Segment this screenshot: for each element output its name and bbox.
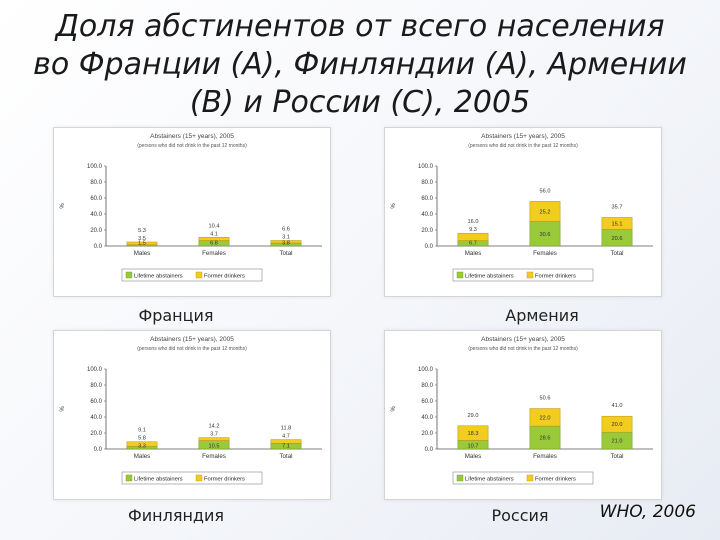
source-note: WHO, 2006 [599, 502, 696, 522]
label-former: 4.7 [282, 433, 290, 440]
label-former: 25.2 [539, 209, 551, 216]
chart-panel-france [53, 127, 331, 297]
caption-russia: Россия [491, 506, 549, 525]
label-total: 11.8 [280, 425, 292, 432]
x-tick-label: Females [202, 453, 226, 460]
label-total: 50.6 [539, 395, 551, 402]
bar-former-females [199, 438, 229, 441]
y-tick-label: 0.0 [424, 447, 433, 454]
x-tick-label: Total [610, 453, 624, 460]
y-tick-label: 20.0 [421, 431, 433, 438]
y-axis-label: % [391, 203, 397, 209]
label-lifetime: 21.0 [611, 438, 623, 445]
chart-subtitle: (persons who did not drink in the past 12 months) [137, 346, 247, 352]
x-tick-label: Males [464, 250, 482, 257]
label-former: 9.3 [469, 227, 477, 234]
y-tick-label: 60.0 [421, 196, 433, 203]
y-tick-label: 60.0 [90, 196, 102, 203]
y-tick-label: 0.0 [424, 244, 433, 251]
x-tick-label: Females [533, 250, 557, 257]
legend-swatch-former [527, 475, 533, 481]
label-former: 15.1 [611, 221, 623, 228]
label-former: 3.5 [138, 236, 146, 242]
label-lifetime: 20.6 [611, 235, 623, 242]
y-tick-label: 0.0 [93, 244, 102, 251]
legend-swatch-lifetime [457, 475, 463, 481]
label-former: 18.3 [467, 431, 479, 438]
y-tick-label: 100.0 [86, 367, 102, 374]
label-lifetime: 1.5 [138, 240, 146, 247]
y-tick-label: 20.0 [90, 228, 102, 235]
y-tick-label: 40.0 [90, 415, 102, 422]
y-tick-label: 20.0 [90, 431, 102, 438]
y-tick-label: 0.0 [93, 447, 102, 454]
caption-france: Франция [138, 306, 214, 325]
chart-subtitle: (persons who did not drink in the past 12 months) [137, 143, 247, 149]
label-lifetime: 6.8 [210, 240, 218, 247]
chart-panel-finland [53, 330, 331, 500]
y-axis-label: % [60, 406, 66, 412]
legend-label-former: Former drinkers [204, 273, 245, 280]
chart-panel-armenia [384, 127, 662, 297]
legend-label-lifetime: Lifetime abstainers [465, 476, 514, 483]
y-tick-label: 60.0 [421, 399, 433, 406]
caption-armenia: Армения [505, 306, 579, 325]
chart-subtitle: (persons who did not drink in the past 12 months) [468, 143, 578, 149]
x-tick-label: Total [279, 453, 293, 460]
x-tick-label: Males [464, 453, 482, 460]
label-former: 5.8 [138, 435, 146, 442]
y-tick-label: 20.0 [421, 228, 433, 235]
label-lifetime: 7.1 [282, 443, 290, 450]
chart-panel-russia [384, 330, 662, 500]
y-tick-label: 100.0 [417, 367, 433, 374]
label-former: 22.0 [539, 415, 551, 422]
label-former: 3.1 [282, 234, 290, 241]
chart-title: Abstainers (15+ years), 2005 [150, 133, 234, 140]
legend-label-former: Former drinkers [204, 476, 245, 483]
x-tick-label: Total [610, 250, 624, 257]
label-lifetime: 3.3 [138, 443, 146, 450]
label-total: 29.0 [467, 412, 479, 419]
label-total: 9.1 [138, 427, 146, 434]
x-tick-label: Females [202, 250, 226, 257]
y-tick-label: 80.0 [90, 180, 102, 187]
y-tick-label: 100.0 [417, 164, 433, 171]
y-tick-label: 60.0 [90, 399, 102, 406]
label-lifetime: 3.8 [282, 240, 290, 247]
x-tick-label: Females [533, 453, 557, 460]
legend-swatch-former [196, 272, 202, 278]
legend-label-lifetime: Lifetime abstainers [134, 476, 183, 483]
label-lifetime: 6.7 [469, 240, 477, 247]
caption-finland: Финляндия [127, 506, 225, 525]
label-former: 20.0 [611, 422, 623, 429]
y-tick-label: 100.0 [86, 164, 102, 171]
slide-title: Доля абстинентов от всего населения во Франции (А), Финляндии (А), Армении (B) и России (С), 2005 [33, 9, 687, 120]
label-total: 5.3 [138, 228, 146, 234]
x-tick-label: Total [279, 250, 293, 257]
chart-france [54, 128, 330, 296]
y-axis-label: % [391, 406, 397, 412]
label-lifetime: 10.5 [208, 443, 220, 450]
legend-swatch-lifetime [457, 272, 463, 278]
label-former: 4.1 [210, 231, 218, 238]
label-total: 35.7 [611, 204, 623, 211]
y-tick-label: 80.0 [90, 383, 102, 390]
label-total: 10.4 [208, 223, 220, 230]
label-total: 6.6 [282, 226, 290, 233]
label-former: 3.7 [210, 431, 218, 438]
chart-title: Abstainers (15+ years), 2005 [150, 336, 234, 343]
chart-finland [54, 331, 330, 499]
legend-label-former: Former drinkers [535, 476, 576, 483]
chart-russia [385, 331, 661, 499]
chart-subtitle: (persons who did not drink in the past 12 months) [468, 346, 578, 352]
chart-title: Abstainers (15+ years), 2005 [481, 133, 565, 140]
chart-title: Abstainers (15+ years), 2005 [481, 336, 565, 343]
y-tick-label: 80.0 [421, 383, 433, 390]
label-lifetime: 30.6 [539, 231, 551, 238]
legend-swatch-lifetime [126, 475, 132, 481]
legend-label-lifetime: Lifetime abstainers [134, 273, 183, 280]
label-lifetime: 10.7 [467, 443, 479, 450]
legend-swatch-lifetime [126, 272, 132, 278]
legend-swatch-former [527, 272, 533, 278]
y-tick-label: 40.0 [421, 212, 433, 219]
legend-label-former: Former drinkers [535, 273, 576, 280]
legend-label-lifetime: Lifetime abstainers [465, 273, 514, 280]
chart-armenia [385, 128, 661, 296]
y-tick-label: 80.0 [421, 180, 433, 187]
y-tick-label: 40.0 [421, 415, 433, 422]
label-total: 56.0 [539, 188, 551, 195]
y-axis-label: % [60, 203, 66, 209]
legend-swatch-former [196, 475, 202, 481]
x-tick-label: Males [133, 453, 151, 460]
y-tick-label: 40.0 [90, 212, 102, 219]
label-total: 14.2 [208, 423, 220, 430]
label-total: 41.0 [611, 403, 623, 410]
label-lifetime: 28.6 [539, 435, 551, 442]
x-tick-label: Males [133, 250, 151, 257]
label-total: 16.0 [467, 219, 479, 226]
